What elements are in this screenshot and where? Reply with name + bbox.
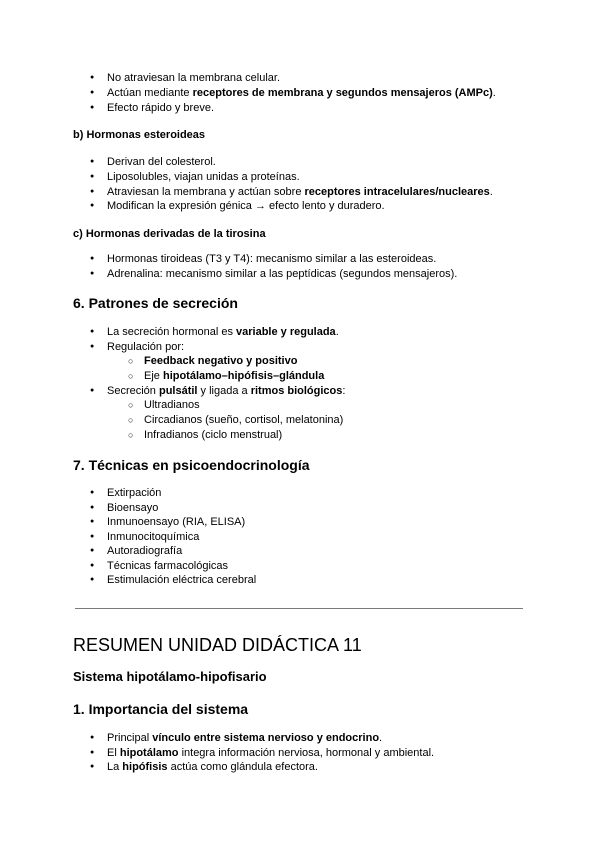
list-item: ● Bioensayo <box>107 501 158 515</box>
sub-list-item: ○ Circadianos (sueño, cortisol, melatonina) <box>144 413 343 427</box>
list-item: ● Extirpación <box>107 486 161 500</box>
list-item: ● La secreción hormonal es variable y regulada. <box>107 325 339 339</box>
list-item: ● Regulación por: <box>107 340 184 354</box>
list-item: ● Autoradiografía <box>107 544 182 558</box>
list-item: ● Principal vínculo entre sistema nervioso y endocrino. <box>107 731 382 745</box>
list-item: ● Inmunoensayo (RIA, ELISA) <box>107 515 245 529</box>
list-item: ● Liposolubles, viajan unidas a proteínas. <box>107 170 300 184</box>
summary-subtitle: Sistema hipotálamo-hipofisario <box>73 669 267 684</box>
section-heading-6: 6. Patrones de secreción <box>73 295 238 311</box>
section-heading-7: 7. Técnicas en psicoendocrinología <box>73 457 310 473</box>
list-item: ● No atraviesan la membrana celular. <box>107 71 280 85</box>
list-item: ● Estimulación eléctrica cerebral <box>107 573 256 587</box>
section-heading-1: 1. Importancia del sistema <box>73 701 249 717</box>
list-item: ● Derivan del colesterol. <box>107 155 216 169</box>
list-item: ● Técnicas farmacológicas <box>107 559 228 573</box>
sub-list-item: ○ Feedback negativo y positivo <box>144 354 297 368</box>
sub-list-item: ○ Ultradianos <box>144 398 200 412</box>
list-item: ● Hormonas tiroideas (T3 y T4): mecanismo similar a las esteroideas. <box>107 252 436 266</box>
subheading-tirosina: c) Hormonas derivadas de la tirosina <box>73 228 266 240</box>
list-item: ● El hipotálamo integra información nerviosa, hormonal y ambiental. <box>107 746 434 760</box>
subheading-esteroideas: b) Hormonas esteroideas <box>73 129 206 141</box>
summary-title: RESUMEN UNIDAD DIDÁCTICA 11 <box>73 635 362 655</box>
list-item: ● Actúan mediante receptores de membrana y segundos mensajeros (AMPc). <box>107 86 496 100</box>
sub-list-item: ○ Infradianos (ciclo menstrual) <box>144 428 282 442</box>
sub-list-item: ○ Eje hipotálamo–hipófisis–glándula <box>144 369 324 383</box>
list-item: ● Modifican la expresión génica → efecto lento y duradero. <box>107 199 385 213</box>
list-item: ● Secreción pulsátil y ligada a ritmos biológicos: <box>107 384 345 398</box>
list-item: ● Efecto rápido y breve. <box>107 101 214 115</box>
horizontal-divider <box>75 608 523 609</box>
list-item: ● La hipófisis actúa como glándula efectora. <box>107 760 318 774</box>
list-item: ● Atraviesan la membrana y actúan sobre receptores intracelulares/nucleares. <box>107 185 493 199</box>
list-item: ● Inmunocitoquímica <box>107 530 199 544</box>
list-item: ● Adrenalina: mecanismo similar a las peptídicas (segundos mensajeros). <box>107 267 457 281</box>
